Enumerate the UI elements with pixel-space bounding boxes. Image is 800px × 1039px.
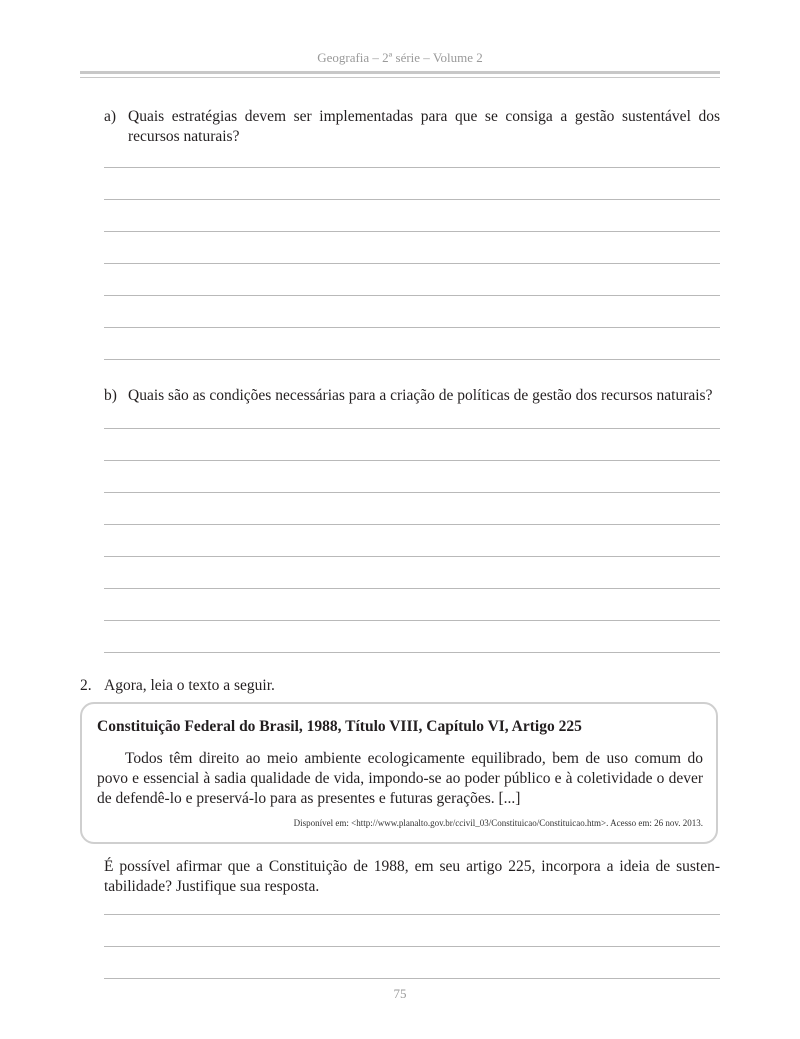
answer-line[interactable] [104,652,720,653]
header-rule-thin [80,77,720,78]
header-rule-thick [80,71,720,74]
question-a-text-line2: recursos naturais? [128,128,240,145]
answer-line[interactable] [104,199,720,200]
citation-source: Disponível em: <http://www.planalto.gov.br/ccivil_03/Constituicao/Constituicao.htm>. Acesso em: 26 nov. 2013. [293,818,703,828]
answer-line[interactable] [104,263,720,264]
answer-line[interactable] [104,914,720,915]
question-b-label: b) [104,387,117,404]
answer-line[interactable] [104,327,720,328]
question-b-text: Quais são as condições necessárias para a criação de políticas de gestão dos recursos naturais? [128,387,713,404]
answer-line[interactable] [104,460,720,461]
page-number: 75 [393,986,407,1001]
question-a-text-line1: Quais estratégias devem ser implementadas para que se consiga a gestão sustentável dos [128,108,720,125]
question-2-text: Agora, leia o texto a seguir. [104,677,275,694]
answer-line[interactable] [104,492,720,493]
answer-line[interactable] [104,978,720,979]
question-2-prompt-line2: tabilidade? Justifique sua resposta. [104,878,320,895]
answer-line[interactable] [104,556,720,557]
header-title: Geografia – 2ª série – Volume 2 [317,50,483,65]
answer-line[interactable] [104,946,720,947]
question-2-number: 2. [80,677,92,694]
answer-line[interactable] [104,428,720,429]
answer-line[interactable] [104,620,720,621]
answer-line[interactable] [104,359,720,360]
question-2-prompt-line1: É possível afirmar que a Constituição de 1988, em seu artigo 225, incorpora a ideia de susten- [104,858,720,875]
answer-line[interactable] [104,524,720,525]
answer-line[interactable] [104,231,720,232]
citation-body-text: Todos têm direito ao meio ambiente ecologicamente equilibrado, bem de uso comum do povo e essencial à sadia qualidade de vida, impondo-se ao poder público e à coletividade o dever de defendê-lo e preservá-lo para as presentes e futuras gerações. [...] [97,750,703,807]
answer-line[interactable] [104,167,720,168]
question-a-label: a) [104,108,117,125]
answer-line[interactable] [104,295,720,296]
answer-line[interactable] [104,588,720,589]
citation-title: Constituição Federal do Brasil, 1988, Título VIII, Capítulo VI, Artigo 225 [97,718,582,735]
citation-body [97,749,703,809]
